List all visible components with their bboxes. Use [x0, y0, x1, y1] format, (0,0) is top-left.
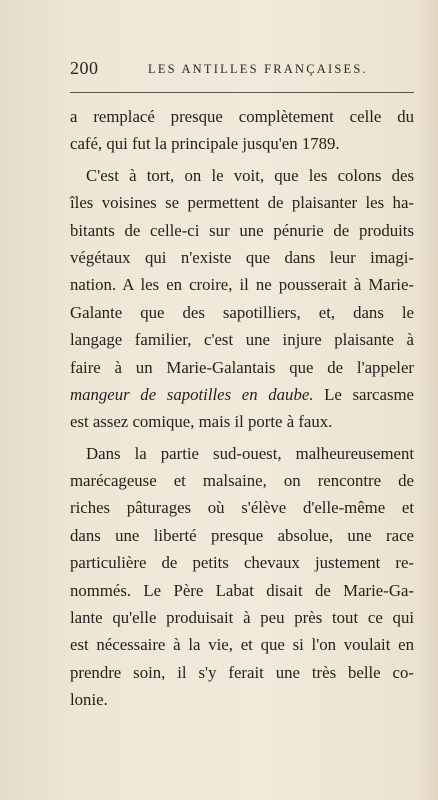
text-line: îles voisines se permettent de plaisanter les ha- [70, 193, 414, 213]
text-line: riches pâturages où s'élève d'elle-même et [70, 498, 414, 518]
text-line: langage familier, c'est une injure plaisante à [70, 330, 414, 350]
body-text [70, 103, 414, 714]
paragraph [70, 162, 414, 436]
page-header [70, 58, 415, 84]
page-number: 200 [70, 58, 99, 78]
text-line [70, 381, 414, 408]
text-line: nation. A les en croire, il ne pousserait à Marie- [70, 275, 414, 295]
text-line: faire à un Marie-Galantais que de l'appeler [70, 357, 414, 377]
text-line: a remplacé presque complètement celle du [70, 107, 414, 126]
text-line: café, qui fut la principale jusqu'en 1789. [70, 134, 340, 154]
text-line: est nécessaire à la vie, et que si l'on voulait en [70, 635, 414, 655]
paragraph [70, 440, 414, 714]
text-line: végétaux qui n'existe que dans leur imagi- [70, 247, 414, 267]
text-fragment: Le sarcasme [313, 384, 414, 404]
text-line: prendre soin, il s'y ferait une très belle co- [70, 662, 414, 682]
text-line: marécageuse et malsaine, on rencontre de [70, 471, 414, 491]
text-line: C'est à tort, on le voit, que les colons des [86, 165, 414, 185]
italic-phrase: mangeur de sapotilles en daube. [70, 384, 314, 404]
running-title: LES ANTILLES FRANÇAISES. [148, 62, 368, 76]
text-line: lonie. [70, 690, 108, 710]
text-line: particulière de petits chevaux justement re- [70, 553, 414, 573]
text-line: est assez comique, mais il porte à faux. [70, 412, 333, 432]
text-line: dans une liberté presque absolue, une race [70, 525, 414, 545]
text-line: Dans la partie sud-ouest, malheureusement [86, 443, 414, 463]
header-rule [70, 92, 414, 93]
page-edge-shadow [420, 0, 438, 800]
text-line: lante qu'elle produisait à peu près tout ce qui [70, 608, 414, 628]
text-line: nommés. Le Père Labat disait de Marie-Ga- [70, 580, 414, 600]
text-line: bitants de celle-ci sur une pénurie de produits [70, 220, 414, 240]
text-line: Galante que des sapotilliers, et, dans le [70, 302, 414, 322]
paragraph [70, 103, 414, 158]
